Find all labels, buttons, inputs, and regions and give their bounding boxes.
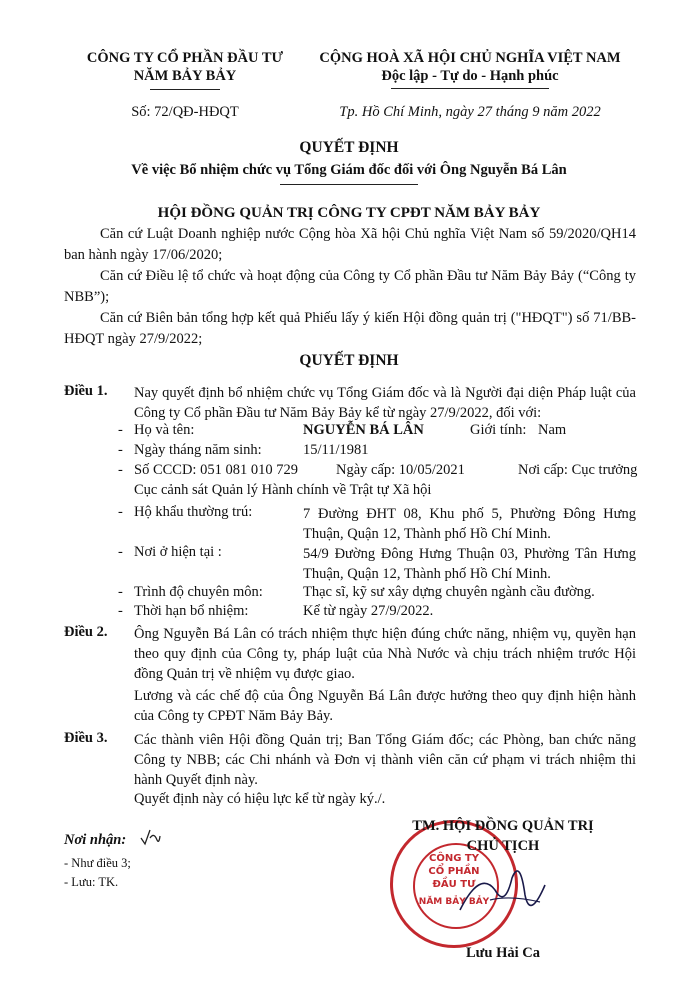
gender-value: Nam [538, 422, 567, 438]
bullet: - [118, 584, 123, 600]
seal-text-1: CÔNG TY [429, 853, 479, 864]
residence-label: Hộ khẩu thường trú: [134, 504, 253, 520]
bullet: - [118, 603, 123, 619]
recipient-item: - Như điều 3; [64, 856, 131, 870]
article1-text: Nay quyết định bổ nhiệm chức vụ Tổng Giám đốc và là Người đại diện Pháp luật của Công ty Cổ phần Đầu tư Năm Bảy Bảy kể từ ngày 27/9/2022, đối với: [134, 385, 636, 421]
article1-label: Điều 1. [64, 383, 108, 399]
signature-on-behalf: TM. HỘI ĐỒNG QUẢN TRỊ [412, 818, 594, 834]
term-value: Kể từ ngày 27/9/2022. [303, 603, 434, 619]
recipients-label: Nơi nhận: [64, 832, 127, 848]
id-issue-place: Nơi cấp: Cục trưởng [518, 462, 638, 478]
residence-value: 7 Đường ĐHT 08, Khu phố 5, Phường Đông Hưng Thuận, Quận 12, Thành phố Hồ Chí Minh. [303, 506, 636, 542]
decision-subject: Về việc Bổ nhiệm chức vụ Tổng Giám đốc đối với Ông Nguyễn Bá Lân [131, 162, 567, 178]
article3-effective: Quyết định này có hiệu lực kể từ ngày ký./. [134, 791, 386, 807]
handwritten-signature-icon [450, 850, 560, 930]
document-number: Số: 72/QĐ-HĐQT [131, 104, 239, 120]
id-issue-place-cont: Cục cảnh sát Quản lý Hành chính về Trật tự Xã hội [134, 482, 432, 498]
article3-text: Các thành viên Hội đồng Quản trị; Ban Tổng Giám đốc; các Phòng, ban chức năng Công ty NBB; các Chi nhánh và Đơn vị thành viên căn cứ phạm vi trách nhiệm thi hành Quyết định này. [134, 732, 636, 788]
id-issue-date: Ngày cấp: 10/05/2021 [336, 462, 465, 478]
board-title: HỘI ĐỒNG QUẢN TRỊ CÔNG TY CPĐT NĂM BẢY BẢY [157, 205, 541, 221]
id-number: Số CCCD: 051 081 010 729 [134, 462, 298, 478]
motto-underline [391, 88, 549, 89]
basis-minutes: Căn cứ Biên bản tổng hợp kết quả Phiếu lấy ý kiến Hội đồng quản trị ("HĐQT") số 71/BB-HĐQT ngày 27/9/2022; [64, 310, 636, 347]
dob-label: Ngày tháng năm sinh: [134, 442, 262, 458]
name-value: NGUYỄN BÁ LÂN [303, 422, 424, 438]
seal-text-3: ĐẦU TƯ [432, 879, 476, 890]
seal-text-2: CỔ PHẦN [428, 866, 480, 877]
initial-mark-icon [138, 826, 162, 848]
article2-label: Điều 2. [64, 624, 108, 640]
subject-underline [280, 184, 418, 185]
article2-salary: Lương và các chế độ của Ông Nguyễn Bá Lân được hưởng theo quy định hiện hành của Công ty CPĐT Năm Bảy Bảy. [134, 688, 636, 724]
basis-law: Căn cứ Luật Doanh nghiệp nước Cộng hòa Xã hội Chủ nghĩa Việt Nam số 59/2020/QH14 ban hành ngày 17/06/2020; [64, 226, 636, 263]
gender-label: Giới tính: [470, 422, 527, 438]
place-date: Tp. Hồ Chí Minh, ngày 27 tháng 9 năm 2022 [339, 104, 601, 120]
signature-role: CHỦ TỊCH [466, 838, 540, 854]
dob-value: 15/11/1981 [303, 442, 369, 458]
current-address-label: Nơi ở hiện tại : [134, 544, 222, 560]
article2-text: Ông Nguyễn Bá Lân có trách nhiệm thực hiện đúng chức năng, nhiệm vụ, quyền hạn theo quy định của Công ty, pháp luật của Nhà Nước và chịu trách nhiệm trước Hội đồng Quản trị về nhiệm vụ được giao. [134, 626, 636, 682]
nation-title: CỘNG HOÀ XÃ HỘI CHỦ NGHĨA VIỆT NAM [319, 50, 621, 66]
name-label: Họ và tên: [134, 422, 195, 438]
term-label: Thời hạn bổ nhiệm: [134, 603, 249, 619]
decision-title: QUYẾT ĐỊNH [299, 139, 399, 156]
signer-name: Lưu Hải Ca [466, 945, 540, 961]
bullet: - [118, 504, 123, 520]
education-label: Trình độ chuyên môn: [134, 584, 263, 600]
bullet: - [118, 442, 123, 458]
bullet: - [118, 422, 123, 438]
basis-charter: Căn cứ Điều lệ tổ chức và hoạt động của Công ty Cổ phần Đầu tư Năm Bảy Bảy (“Công ty NBB”); [64, 268, 636, 305]
bullet: - [118, 544, 123, 560]
nation-motto: Độc lập - Tự do - Hạnh phúc [381, 68, 559, 84]
article3-label: Điều 3. [64, 730, 108, 746]
seal-text-4: NĂM BẢY BẢY [418, 897, 490, 907]
education-value: Thạc sĩ, kỹ sư xây dựng chuyên ngành cầu đường. [303, 584, 595, 600]
recipient-item: - Lưu: TK. [64, 875, 119, 889]
company-name-line1: CÔNG TY CỔ PHẦN ĐẦU TƯ [86, 50, 284, 66]
company-underline [150, 89, 220, 90]
decision-heading: QUYẾT ĐỊNH [299, 352, 399, 369]
company-name-line2: NĂM BẢY BẢY [133, 68, 237, 84]
current-address-value: 54/9 Đường Đông Hưng Thuận 03, Phường Tân Hưng Thuận, Quận 12, Thành phố Hồ Chí Minh. [303, 546, 636, 582]
bullet: - [118, 462, 123, 478]
